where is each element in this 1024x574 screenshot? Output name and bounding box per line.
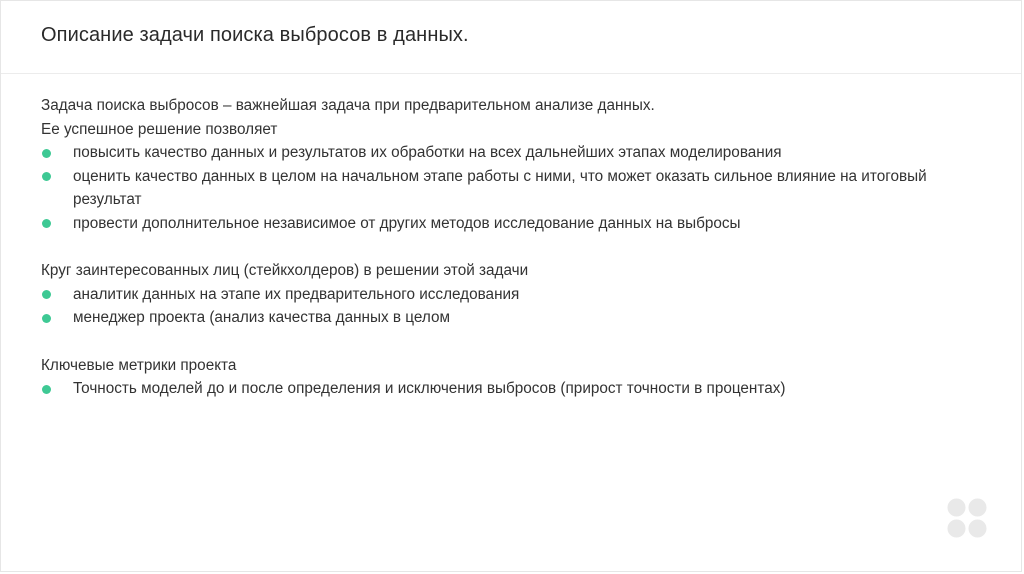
bullet-dot-icon xyxy=(42,219,51,228)
section-intro-line: Ее успешное решение позволяет xyxy=(41,120,278,138)
section-task xyxy=(41,94,981,235)
list-item-text: Точность моделей до и после определения и исключения выбросов (прирост точности в процентах) xyxy=(73,380,786,397)
list-item xyxy=(41,306,981,330)
bullet-dot-icon xyxy=(42,290,51,299)
list-item-text: аналитик данных на этапе их предварительного исследования xyxy=(73,285,520,303)
list-item-text: менеджер проекта (анализ качества данных в целом xyxy=(73,309,450,326)
bullet-dot-icon xyxy=(42,314,51,323)
bullet-list xyxy=(41,377,981,401)
list-item xyxy=(41,165,981,212)
section-intro-line: Ключевые метрики проекта xyxy=(41,356,237,374)
bullet-dot-icon xyxy=(42,172,51,181)
slide-header xyxy=(1,1,1021,74)
bullet-dot-icon xyxy=(42,385,51,394)
list-item xyxy=(41,141,981,165)
slide-title: Описание задачи поиска выбросов в данных. xyxy=(41,24,469,46)
list-item xyxy=(41,212,981,236)
four-circles-logo-icon xyxy=(946,497,988,539)
bullet-list xyxy=(41,141,981,235)
section-stakeholders xyxy=(41,259,981,330)
list-item xyxy=(41,283,981,307)
list-item-text: повысить качество данных и результатов их обработки на всех дальнейших этапах моделирования xyxy=(73,144,782,161)
list-item xyxy=(41,377,981,401)
bullet-list xyxy=(41,283,981,330)
list-item-text: оценить качество данных в целом на начальном этапе работы с ними, что может оказать сильное влияние на итоговый результат xyxy=(73,167,927,208)
section-intro-line: Круг заинтересованных лиц (стейкхолдеров) в решении этой задачи xyxy=(41,262,529,279)
section-metrics xyxy=(41,354,981,401)
section-intro-line: Задача поиска выбросов – важнейшая задача при предварительном анализе данных. xyxy=(41,97,655,114)
bullet-dot-icon xyxy=(42,149,51,158)
slide-content xyxy=(41,94,981,425)
list-item-text: провести дополнительное независимое от других методов исследование данных на выбросы xyxy=(73,214,741,232)
